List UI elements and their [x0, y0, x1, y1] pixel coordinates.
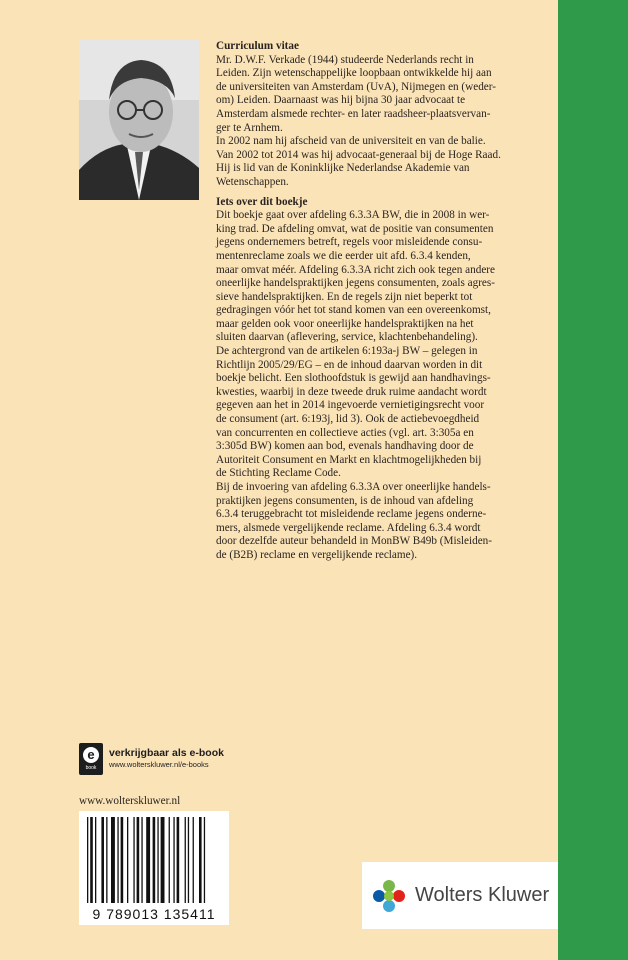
- isbn-barcode: [79, 811, 229, 925]
- ebook-icon-caption: book: [85, 765, 97, 771]
- about-line: de (B2B) reclame en vergelijkende reclame).: [216, 548, 418, 561]
- publisher-name: Wolters Kluwer: [415, 884, 550, 906]
- cv-line: In 2002 nam hij afscheid van de universiteit en van de balie.: [216, 135, 486, 148]
- barcode-bars: [79, 811, 229, 907]
- ebook-title: verkrijgbaar als e-book: [109, 747, 224, 759]
- about-section: [216, 196, 546, 563]
- about-line: king trad. De afdeling omvat, wat de positie van consumenten: [216, 222, 494, 235]
- about-line: 6.3.4 teruggebracht tot misleidende reclame jegens onderne-: [216, 508, 487, 521]
- about-line: praktijken jegens consumenten, is de inhoud van afdeling: [216, 494, 474, 507]
- publisher-logo-box: [362, 862, 558, 929]
- barcode-number: 9 789013 135411: [92, 906, 216, 922]
- about-line: oneerlijke handelspraktijken jegens consumenten, zoals agres-: [216, 277, 495, 290]
- about-line: maar omvat méér. Afdeling 6.3.3A richt zich ook tegen andere: [216, 263, 495, 276]
- about-line: gegeven aan het in 2014 ingevoerde vernietigingsrecht voor: [216, 399, 485, 412]
- ebook-icon: [79, 743, 103, 775]
- cv-line: Wetenschappen.: [216, 175, 289, 188]
- about-line: door dezelfde auteur behandeld in MonBW B49b (Misleiden-: [216, 535, 492, 548]
- about-line: boekje belicht. Een slothoofdstuk is gewijd aan handhavings-: [216, 372, 491, 385]
- ebook-icon-letter: e: [83, 747, 99, 763]
- about-line: maar gelden ook voor oneerlijke handelspraktijken na het: [216, 317, 474, 330]
- about-line: 3:305d BW) komen aan bod, evenals handhaving door de: [216, 440, 474, 453]
- about-line: de consument (art. 6:193j, lid 3). Ook de actiebevoegdheid: [216, 413, 480, 426]
- about-line: sluiten daarvan (aflevering, service, klachtenbehandeling).: [216, 331, 478, 344]
- about-line: Richtlijn 2005/29/EG – en de inhoud daarvan worden in dit: [216, 358, 483, 371]
- cv-line: om) Leiden. Daarnaast was hij bijna 30 jaar advocaat te: [216, 94, 466, 107]
- cv-body: [216, 54, 546, 190]
- about-line: de Stichting Reclame Code.: [216, 467, 341, 480]
- about-line: Autoriteit Consument en Markt en klachtmogelijkheden bij: [216, 453, 482, 466]
- cv-line: Van 2002 tot 2014 was hij advocaat-generaal bij de Hoge Raad.: [216, 148, 501, 161]
- cv-line: Leiden. Zijn wetenschappelijke loopbaan ontwikkelde hij aan: [216, 67, 492, 80]
- ebook-url[interactable]: www.wolterskluwer.nl/e-books: [109, 760, 209, 769]
- cv-line: ger te Arnhem.: [216, 121, 283, 134]
- wolters-kluwer-logo-icon: [371, 878, 407, 914]
- about-line: Bij de invoering van afdeling 6.3.3A over oneerlijke handels-: [216, 481, 491, 493]
- about-line: gedragingen vóór het tot stand komen van een overeenkomst,: [216, 304, 491, 317]
- author-photo: [79, 40, 199, 200]
- about-line: sieve handelspraktijken. En de regels zijn niet beperkt tot: [216, 290, 473, 303]
- about-line: Dit boekje gaat over afdeling 6.3.3A BW, die in 2008 in wer-: [216, 209, 490, 222]
- text-column: [216, 40, 546, 563]
- cv-line: de universiteiten van Amsterdam (UvA), Nijmegen en (weder-: [216, 80, 496, 93]
- about-line: jegens ondernemers betreft, regels voor misleidende consu-: [216, 236, 483, 249]
- ebook-badge: [79, 743, 279, 779]
- about-line: mers, alsmede vergelijkende reclame. Afdeling 6.3.4 wordt: [216, 521, 481, 534]
- cv-line: Mr. D.W.F. Verkade (1944) studeerde Nederlands recht in: [216, 53, 474, 66]
- cv-line: Hij is lid van de Koninklijke Nederlandse Akademie van: [216, 162, 470, 175]
- about-line: De achtergrond van de artikelen 6:193a-j BW – gelegen in: [216, 345, 478, 358]
- website-url[interactable]: www.wolterskluwer.nl: [79, 795, 181, 807]
- about-line: van concurrenten en collectieve acties (vgl. art. 3:305a en: [216, 426, 474, 439]
- cv-heading: Curriculum vitae: [216, 40, 299, 52]
- about-line: mentenreclame zoals we die eerder uit afd. 6.3.4 kenden,: [216, 249, 471, 262]
- cv-line: Amsterdam alsmede rechter- en later raadsheer-plaatsvervan-: [216, 107, 491, 120]
- green-spine-bar: [558, 0, 628, 960]
- about-heading: Iets over dit boekje: [216, 195, 308, 208]
- about-line: kwesties, waarbij in deze tweede druk ruime aandacht wordt: [216, 385, 487, 398]
